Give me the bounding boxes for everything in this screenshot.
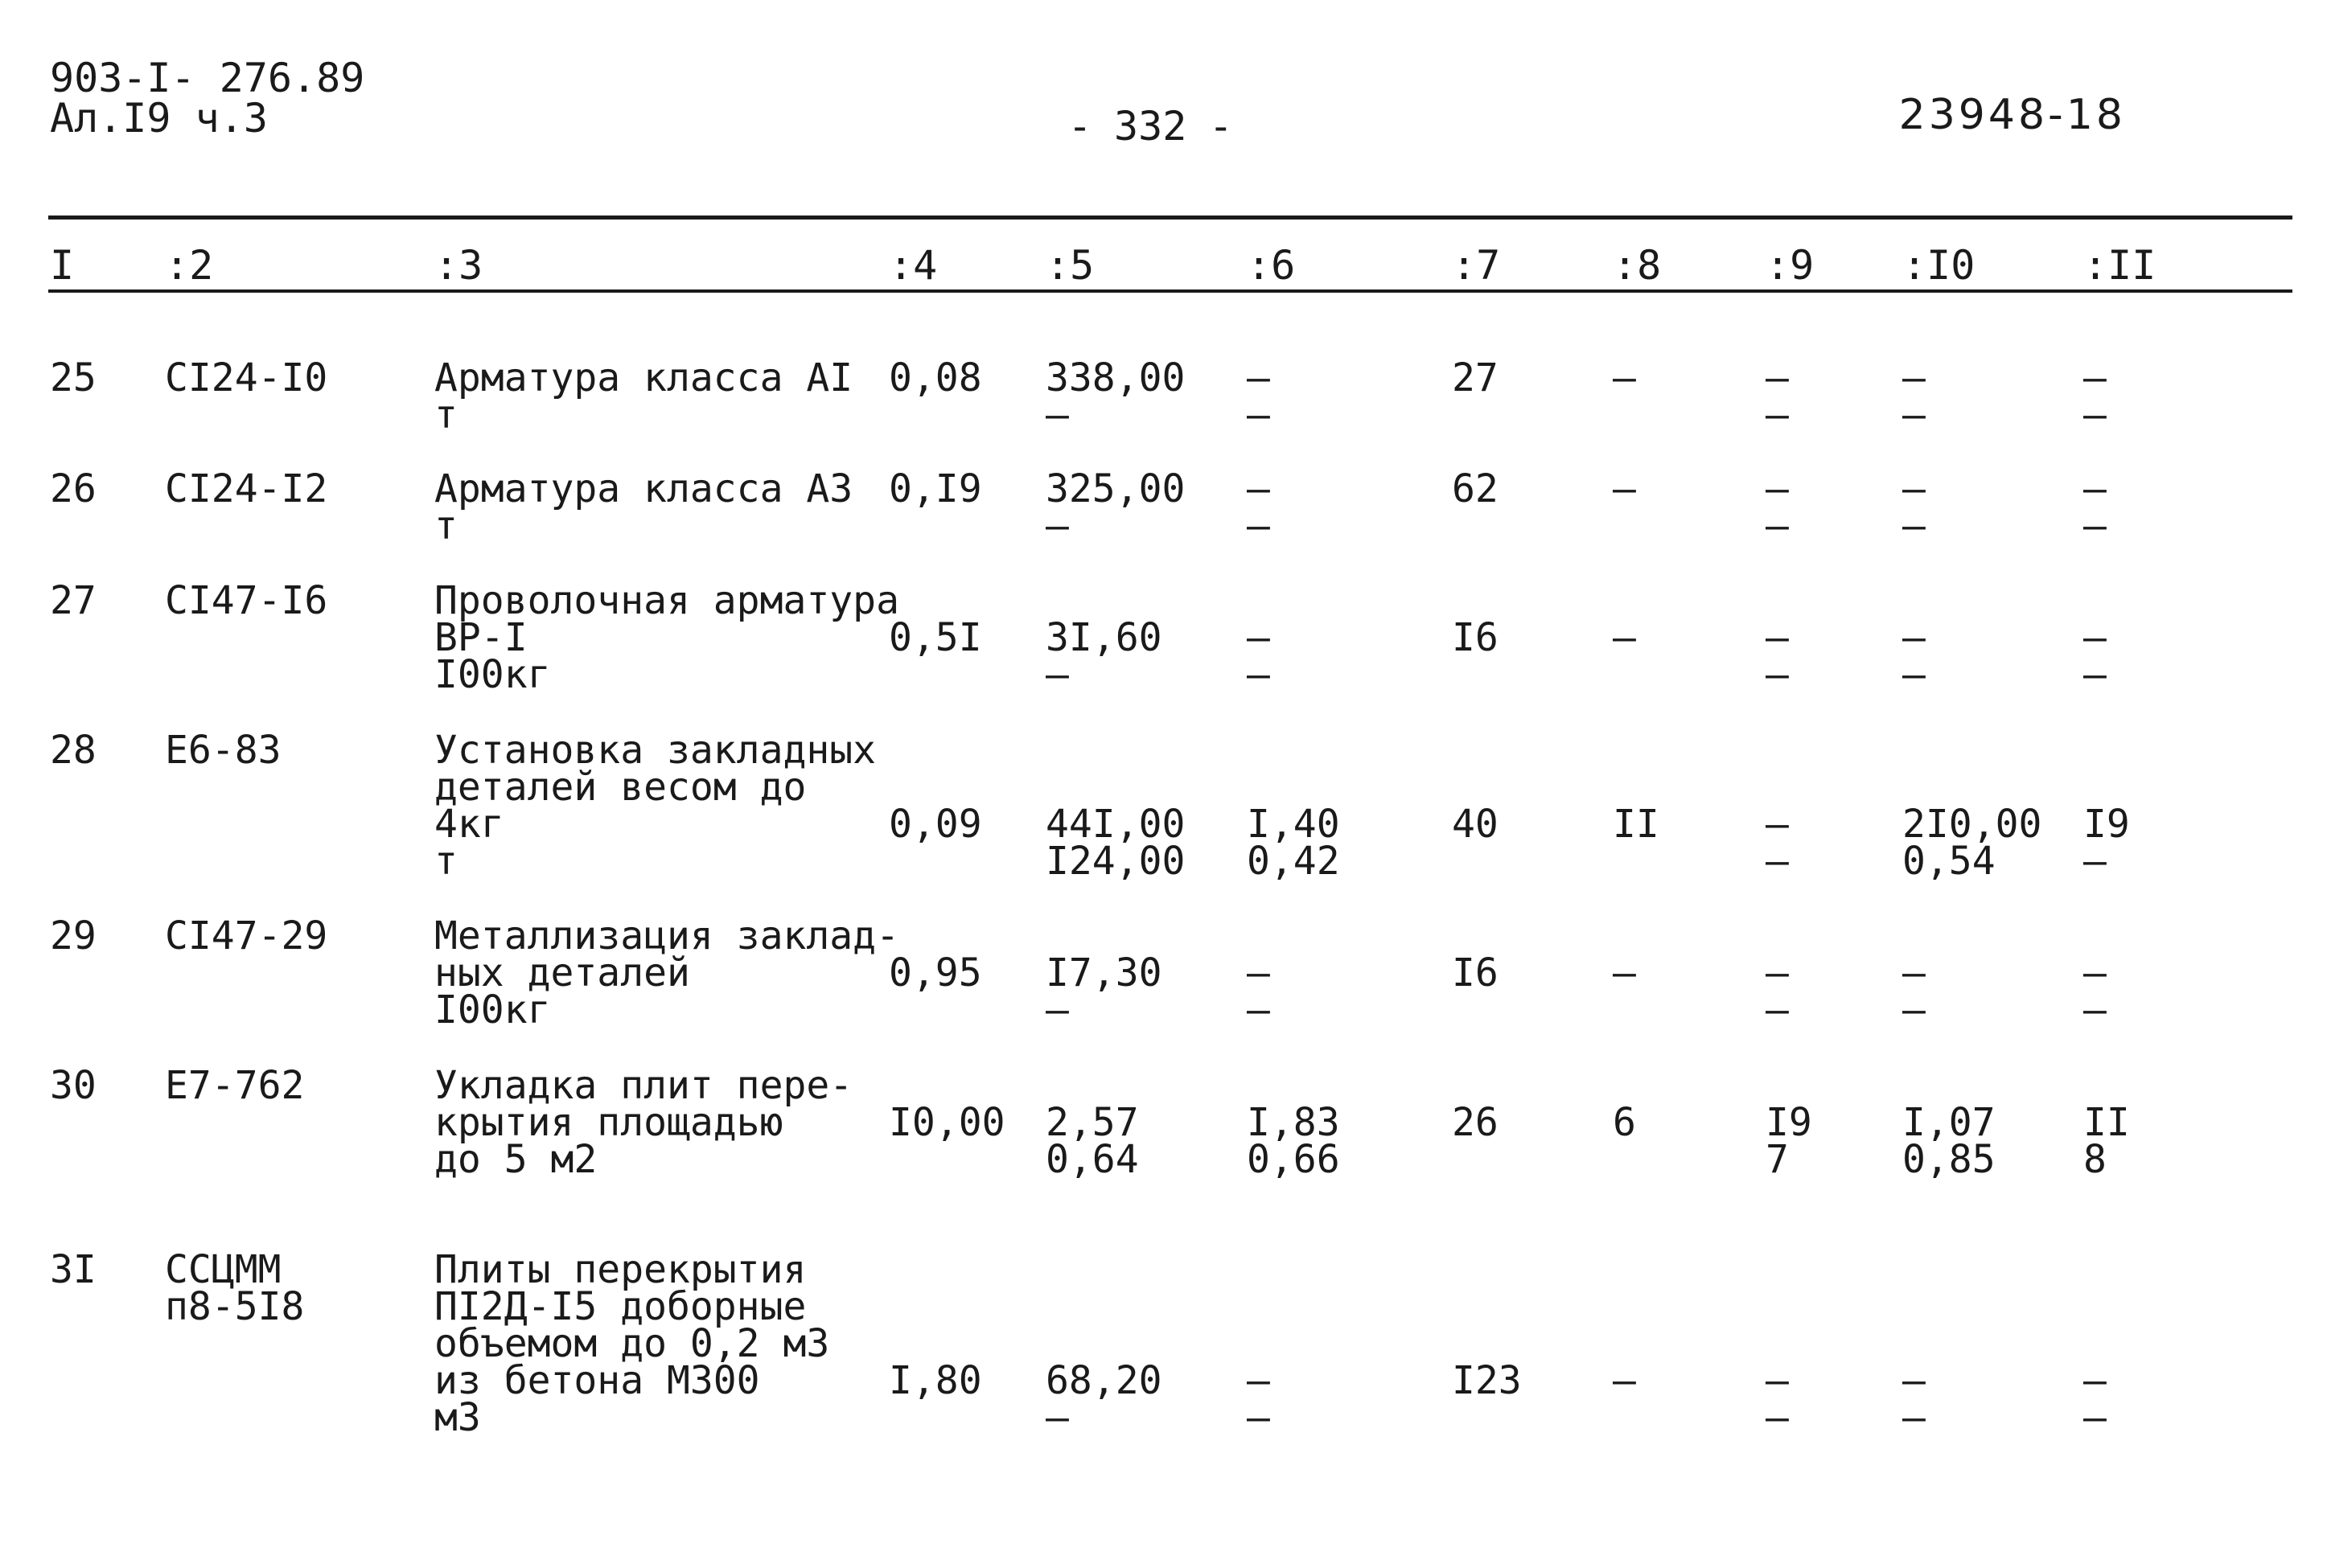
labor-per-unit-line: –	[1902, 615, 1926, 660]
work-description-line: т	[434, 839, 458, 884]
labor-per-unit-line: 2I0,00	[1902, 802, 2042, 847]
total-cost	[1452, 950, 1499, 995]
total-cost	[1452, 615, 1499, 660]
quantity	[889, 1100, 1005, 1145]
labor-per-unit	[1902, 1358, 1926, 1440]
row-number	[50, 1247, 97, 1292]
quantity	[889, 1358, 982, 1403]
machine-cost	[1247, 355, 1270, 437]
labor-total	[2083, 355, 2107, 437]
machine-wages	[1766, 615, 1789, 697]
machine-cost-line: –	[1247, 950, 1270, 995]
machine-wages-line: –	[1766, 987, 1789, 1032]
wages	[1613, 466, 1636, 511]
labor-per-unit-line: –	[1902, 392, 1926, 437]
row-number-line: 28	[50, 728, 97, 773]
page-number-value: 332	[1114, 103, 1187, 150]
machine-wages-line: –	[1766, 1358, 1789, 1403]
labor-total	[2083, 1100, 2130, 1182]
machine-wages-line: –	[1766, 652, 1789, 697]
labor-total-line: I9	[2083, 802, 2130, 847]
total-cost-line: I23	[1452, 1358, 1522, 1403]
labor-per-unit-line: I,07	[1902, 1100, 1996, 1145]
labor-total-line: –	[2083, 503, 2107, 548]
wages	[1613, 1358, 1636, 1403]
row-number	[50, 913, 97, 958]
unit-cost	[1046, 802, 1186, 884]
work-description-line: объемом до 0,2 м3	[434, 1321, 830, 1366]
unit-cost	[1046, 950, 1162, 1032]
labor-per-unit-line: –	[1902, 355, 1926, 400]
unit-cost-line: 3I,60	[1046, 615, 1162, 660]
total-cost-line: 62	[1452, 466, 1499, 511]
quantity-line: I0,00	[889, 1100, 1005, 1145]
row-number-line: 27	[50, 578, 97, 623]
unit-cost-line: I7,30	[1046, 950, 1162, 995]
column-header-3: :3	[434, 242, 483, 289]
machine-wages	[1766, 466, 1789, 548]
total-cost-line: 26	[1452, 1100, 1499, 1145]
machine-wages-line: 7	[1766, 1137, 1789, 1182]
machine-wages-line: I9	[1766, 1100, 1812, 1145]
machine-cost-line: –	[1247, 355, 1270, 400]
document-sheet: Ал.I9 ч.3	[50, 95, 268, 142]
rate-code	[165, 1063, 305, 1108]
labor-total-line: II	[2083, 1100, 2130, 1145]
machine-wages-line: –	[1766, 392, 1789, 437]
row-number	[50, 578, 97, 623]
machine-wages-line: –	[1766, 950, 1789, 995]
work-description-line: крытия площадью	[434, 1100, 783, 1145]
labor-total	[2083, 950, 2107, 1032]
machine-cost-line: –	[1247, 615, 1270, 660]
row-number-line: 26	[50, 466, 97, 511]
wages-line: II	[1613, 802, 1659, 847]
machine-cost-line: –	[1247, 503, 1270, 548]
machine-cost	[1247, 950, 1270, 1032]
machine-cost-line: –	[1247, 392, 1270, 437]
machine-cost-line: –	[1247, 1358, 1270, 1403]
work-description-line: Арматура класса A3	[434, 466, 853, 511]
quantity	[889, 950, 982, 995]
machine-wages-line: –	[1766, 802, 1789, 847]
machine-cost-line: I,83	[1247, 1100, 1340, 1145]
total-cost-line: 27	[1452, 355, 1499, 400]
work-description-line: Укладка плит пере-	[434, 1063, 853, 1108]
wages	[1613, 802, 1659, 847]
unit-cost-line: 44I,00	[1046, 802, 1186, 847]
total-cost	[1452, 1100, 1499, 1145]
rate-code-line: ССЦММ	[165, 1247, 282, 1292]
wages-line: –	[1613, 1358, 1636, 1403]
rate-code-line: CI47-29	[165, 913, 328, 958]
machine-wages-line: –	[1766, 466, 1789, 511]
quantity-line: 0,08	[889, 355, 982, 400]
machine-wages	[1766, 950, 1789, 1032]
machine-cost-line: –	[1247, 652, 1270, 697]
labor-total-line: –	[2083, 392, 2107, 437]
rate-code-line: п8-5I8	[165, 1284, 305, 1329]
rate-code	[165, 728, 282, 773]
wages	[1613, 355, 1636, 400]
machine-cost-line: 0,42	[1247, 839, 1340, 884]
labor-per-unit-line: 0,54	[1902, 839, 1996, 884]
work-description-line: т	[434, 503, 458, 548]
wages-line: –	[1613, 466, 1636, 511]
labor-per-unit-line: –	[1902, 652, 1926, 697]
machine-wages-line: –	[1766, 615, 1789, 660]
machine-cost-line: I,40	[1247, 802, 1340, 847]
total-cost	[1452, 466, 1499, 511]
row-number	[50, 466, 97, 511]
wages-line: –	[1613, 615, 1636, 660]
labor-per-unit	[1902, 355, 1926, 437]
work-description-line: до 5 м2	[434, 1137, 598, 1182]
quantity	[889, 355, 982, 400]
work-description-line: I00кг	[434, 987, 551, 1032]
unit-cost-line: I24,00	[1046, 839, 1186, 884]
labor-total	[2083, 466, 2107, 548]
unit-cost	[1046, 355, 1186, 437]
quantity	[889, 615, 982, 660]
quantity-line: 0,I9	[889, 466, 982, 511]
column-header-11: :II	[2083, 242, 2156, 289]
row-number	[50, 728, 97, 773]
work-description-line: м3	[434, 1395, 481, 1440]
rate-code	[165, 578, 328, 623]
labor-per-unit-line: –	[1902, 503, 1926, 548]
inventory-stamp: 23948-18	[1898, 91, 2126, 139]
row-number-line: 29	[50, 913, 97, 958]
labor-total-line: –	[2083, 355, 2107, 400]
unit-cost-line: –	[1046, 392, 1069, 437]
work-description	[434, 913, 899, 1032]
total-cost-line: I6	[1452, 950, 1499, 995]
unit-cost	[1046, 466, 1186, 548]
rate-code-line: CI24-I2	[165, 466, 328, 511]
work-description	[434, 355, 853, 437]
unit-cost-line: 68,20	[1046, 1358, 1162, 1403]
machine-wages	[1766, 802, 1789, 884]
column-header-5: :5	[1046, 242, 1095, 289]
column-header-6: :6	[1247, 242, 1296, 289]
unit-cost	[1046, 1358, 1162, 1440]
labor-total-line: –	[2083, 1358, 2107, 1403]
column-header-7: :7	[1452, 242, 1501, 289]
labor-per-unit	[1902, 802, 2042, 884]
labor-per-unit-line: –	[1902, 466, 1926, 511]
quantity-line: 0,5I	[889, 615, 982, 660]
unit-cost-line: –	[1046, 503, 1069, 548]
total-cost	[1452, 1358, 1522, 1403]
quantity-line: 0,09	[889, 802, 982, 847]
machine-cost	[1247, 615, 1270, 697]
quantity-line: 0,95	[889, 950, 982, 995]
total-cost	[1452, 802, 1499, 847]
wages	[1613, 1100, 1636, 1145]
work-description-line: Проволочная арматура	[434, 578, 899, 623]
machine-cost-line: –	[1247, 987, 1270, 1032]
column-header-4: :4	[889, 242, 938, 289]
column-header-9: :9	[1766, 242, 1815, 289]
labor-total-line: –	[2083, 839, 2107, 884]
total-cost-line: 40	[1452, 802, 1499, 847]
labor-total-line: –	[2083, 652, 2107, 697]
machine-cost	[1247, 1358, 1270, 1440]
machine-wages-line: –	[1766, 1395, 1789, 1440]
work-description	[434, 728, 877, 884]
labor-per-unit-line: –	[1902, 987, 1926, 1032]
work-description-line: Арматура класса AI	[434, 355, 853, 400]
work-description-line: Плиты перекрытия	[434, 1247, 807, 1292]
machine-cost-line: –	[1247, 1395, 1270, 1440]
labor-per-unit-line: –	[1902, 1395, 1926, 1440]
labor-total-line: 8	[2083, 1137, 2107, 1182]
work-description-line: Металлизация заклад-	[434, 913, 899, 958]
unit-cost-line: –	[1046, 652, 1069, 697]
machine-cost	[1247, 802, 1340, 884]
work-description	[434, 466, 853, 548]
unit-cost	[1046, 1100, 1139, 1182]
work-description-line: из бетона М300	[434, 1358, 760, 1403]
work-description-line: 4кг	[434, 802, 504, 847]
wages	[1613, 615, 1636, 660]
work-description-line: ных деталей	[434, 950, 690, 995]
machine-wages	[1766, 1100, 1812, 1182]
unit-cost-line: 2,57	[1046, 1100, 1139, 1145]
labor-per-unit	[1902, 466, 1926, 548]
row-number-line: 30	[50, 1063, 97, 1108]
machine-wages	[1766, 1358, 1789, 1440]
wages-line: –	[1613, 950, 1636, 995]
rate-code	[165, 913, 328, 958]
labor-total	[2083, 615, 2107, 697]
labor-per-unit	[1902, 1100, 1996, 1182]
work-description-line: Установка закладных	[434, 728, 877, 773]
unit-cost-line: –	[1046, 987, 1069, 1032]
quantity	[889, 466, 982, 511]
row-number-line: 3I	[50, 1247, 97, 1292]
row-number	[50, 355, 97, 400]
work-description	[434, 1063, 853, 1182]
rate-code-line: E6-83	[165, 728, 282, 773]
labor-total	[2083, 1358, 2107, 1440]
rate-code-line: E7-762	[165, 1063, 305, 1108]
labor-total-line: –	[2083, 466, 2107, 511]
work-description	[434, 1247, 830, 1440]
labor-per-unit-line: –	[1902, 1358, 1926, 1403]
column-header-1: I	[50, 242, 75, 289]
labor-per-unit-line: 0,85	[1902, 1137, 1996, 1182]
rate-code	[165, 466, 328, 511]
work-description-line: т	[434, 392, 458, 437]
work-description-line: ПI2Д-I5 доборные	[434, 1284, 807, 1329]
labor-total-line: –	[2083, 1395, 2107, 1440]
unit-cost	[1046, 615, 1162, 697]
machine-cost-line: 0,66	[1247, 1137, 1340, 1182]
work-description-line: деталей весом до	[434, 765, 807, 810]
labor-per-unit	[1902, 615, 1926, 697]
column-header-8: :8	[1613, 242, 1662, 289]
total-cost-line: I6	[1452, 615, 1499, 660]
machine-wages-line: –	[1766, 503, 1789, 548]
document-code: 903-I- 276.89	[50, 55, 365, 101]
unit-cost-line: –	[1046, 1395, 1069, 1440]
machine-cost	[1247, 1100, 1340, 1182]
labor-per-unit	[1902, 950, 1926, 1032]
rate-code	[165, 1247, 305, 1329]
quantity	[889, 802, 982, 847]
quantity-line: I,80	[889, 1358, 982, 1403]
wages-line: –	[1613, 355, 1636, 400]
labor-total-line: –	[2083, 950, 2107, 995]
unit-cost-line: 0,64	[1046, 1137, 1139, 1182]
row-number	[50, 1063, 97, 1108]
total-cost	[1452, 355, 1499, 400]
labor-total-line: –	[2083, 615, 2107, 660]
rate-code-line: CI47-I6	[165, 578, 328, 623]
machine-wages-line: –	[1766, 839, 1789, 884]
work-description-line: I00кг	[434, 652, 551, 697]
work-description-line: BP-I	[434, 615, 528, 660]
machine-cost-line: –	[1247, 466, 1270, 511]
unit-cost-line: 325,00	[1046, 466, 1186, 511]
rate-code-line: CI24-I0	[165, 355, 328, 400]
unit-cost-line: 338,00	[1046, 355, 1186, 400]
column-header-2: :2	[165, 242, 214, 289]
labor-total-line: –	[2083, 987, 2107, 1032]
machine-cost	[1247, 466, 1270, 548]
wages	[1613, 950, 1636, 995]
labor-per-unit-line: –	[1902, 950, 1926, 995]
column-header-10: :I0	[1902, 242, 1975, 289]
page-number: - 332 -	[1067, 103, 1233, 150]
machine-wages-line: –	[1766, 355, 1789, 400]
rate-code	[165, 355, 328, 400]
labor-total	[2083, 802, 2130, 884]
row-number-line: 25	[50, 355, 97, 400]
machine-wages	[1766, 355, 1789, 437]
work-description	[434, 578, 899, 697]
wages-line: 6	[1613, 1100, 1636, 1145]
